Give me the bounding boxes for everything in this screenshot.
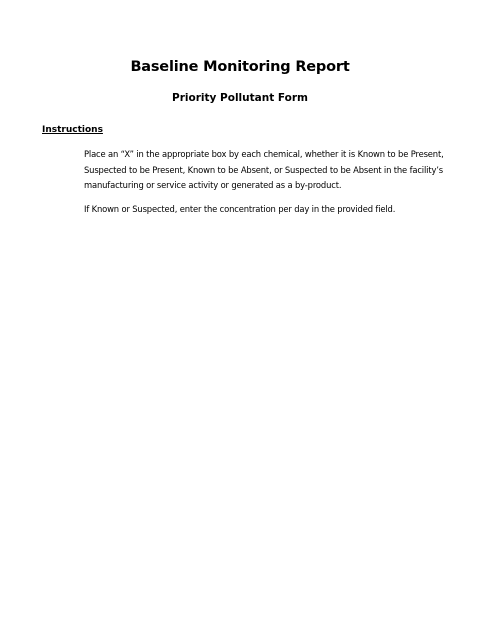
instructions-heading: Instructions <box>42 125 103 135</box>
instruction-paragraph: If Known or Suspected, enter the concentration per day in the provided field. <box>84 204 396 214</box>
instruction-paragraph: Place an “X” in the appropriate box by each chemical, whether it is Known to be Present, Suspected to be Present, Known to be Absent, or Suspected to be Absent in the facility’s manufacturing or service activity or generated as a by-product. <box>84 149 444 190</box>
report-title: Baseline Monitoring Report <box>130 59 350 75</box>
form-subtitle: Priority Pollutant Form <box>172 92 308 104</box>
